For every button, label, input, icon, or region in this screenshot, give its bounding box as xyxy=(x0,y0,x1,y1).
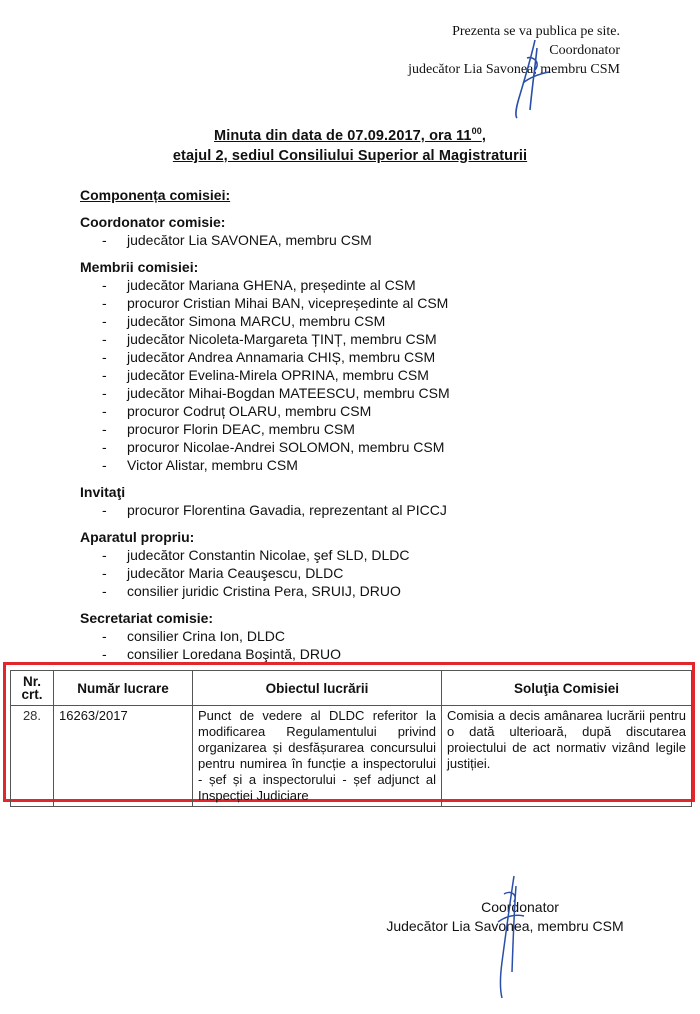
coordinator-label: Coordonator xyxy=(549,43,620,58)
list-item: - procuror Codruț OLARU, membru CSM xyxy=(99,402,640,420)
list-item: - consilier Loredana Boşintă, DRUO xyxy=(99,645,640,663)
title-line-2: etajul 2, sediul Consiliului Superior al Magistraturii xyxy=(172,147,528,164)
members-heading: Membrii comisiei: xyxy=(80,259,199,275)
title-line-1: Minuta din data de 07.09.2017, ora $11^{00}$, xyxy=(214,126,486,144)
committee-composition xyxy=(80,186,640,663)
signature-block xyxy=(355,898,655,936)
cell-nr: 28. xyxy=(11,706,54,807)
list-item: - judecător Lia SAVONEA, membru CSM xyxy=(99,231,640,249)
list-item: - consilier juridic Cristina Pera, SRUIJ, DRUO xyxy=(99,582,640,600)
signature-title: Coordonator xyxy=(481,899,559,915)
table-header-row xyxy=(11,671,692,706)
cell-solutia: Comisia a decis amânarea lucrării pentru o dată ulterioară, după discutarea proiectului de act normativ vizând legile justiției. xyxy=(442,706,692,807)
members-list xyxy=(80,276,640,474)
bottom-signature-icon xyxy=(488,872,528,1002)
table-row xyxy=(11,706,692,807)
cell-numar: 16263/2017 xyxy=(54,706,193,807)
coordinator-heading: Coordonator comisie: xyxy=(80,214,226,230)
secretariat-list xyxy=(80,627,640,663)
coordinator-list xyxy=(80,231,640,249)
header-solutia: Soluţia Comisiei xyxy=(442,671,692,706)
list-item: - judecător Mariana GHENA, președinte al CSM xyxy=(99,276,640,294)
secretariat-heading: Secretariat comisie: xyxy=(80,610,214,626)
list-item: - procuror Florin DEAC, membru CSM xyxy=(99,420,640,438)
list-item: - procuror Florentina Gavadia, reprezentant al PICCJ xyxy=(99,501,640,519)
list-item: - judecător Evelina-Mirela OPRINA, membru CSM xyxy=(99,366,640,384)
list-item: - judecător Nicoleta-Margareta ȚINȚ, membru CSM xyxy=(99,330,640,348)
guests-list xyxy=(80,501,640,519)
list-item: - consilier Crina Ion, DLDC xyxy=(99,627,640,645)
minute-title xyxy=(0,121,700,166)
header-numar: Număr lucrare xyxy=(54,671,193,706)
publish-note: Prezenta se va publica pe site. xyxy=(452,24,620,39)
list-item: - judecător Andrea Annamaria CHIȘ, membru CSM xyxy=(99,348,640,366)
list-item: - procuror Cristian Mihai BAN, vicepreședinte al CSM xyxy=(99,294,640,312)
list-item: - judecător Constantin Nicolae, şef SLD, DLDC xyxy=(99,546,640,564)
publish-notice xyxy=(408,22,620,79)
staff-list xyxy=(80,546,640,600)
composition-heading: Componența comisiei: xyxy=(80,187,231,203)
guests-heading: Invitaţi xyxy=(80,484,126,500)
header-nr: Nr. crt. xyxy=(11,671,54,706)
list-item: - procuror Nicolae-Andrei SOLOMON, membru CSM xyxy=(99,438,640,456)
header-obiect: Obiectul lucrării xyxy=(193,671,442,706)
cell-obiect: Punct de vedere al DLDC referitor la modificarea Regulamentului privind organizarea și desfășurarea concursului pentru numirea în funcție a inspectorului - șef și a inspectorului - șef adjunct al Inspecției Judiciare xyxy=(193,706,442,807)
list-item: - Victor Alistar, membru CSM xyxy=(99,456,640,474)
staff-heading: Aparatul propriu: xyxy=(80,529,195,545)
list-item: - judecător Mihai-Bogdan MATEESCU, membru CSM xyxy=(99,384,640,402)
signature-name: Judecător Lia Savonea, membru CSM xyxy=(386,918,624,934)
list-item: - judecător Simona MARCU, membru CSM xyxy=(99,312,640,330)
coordinator-name: judecător Lia Savonea, membru CSM xyxy=(408,62,620,77)
agenda-table xyxy=(10,670,692,807)
list-item: - judecător Maria Ceauşescu, DLDC xyxy=(99,564,640,582)
